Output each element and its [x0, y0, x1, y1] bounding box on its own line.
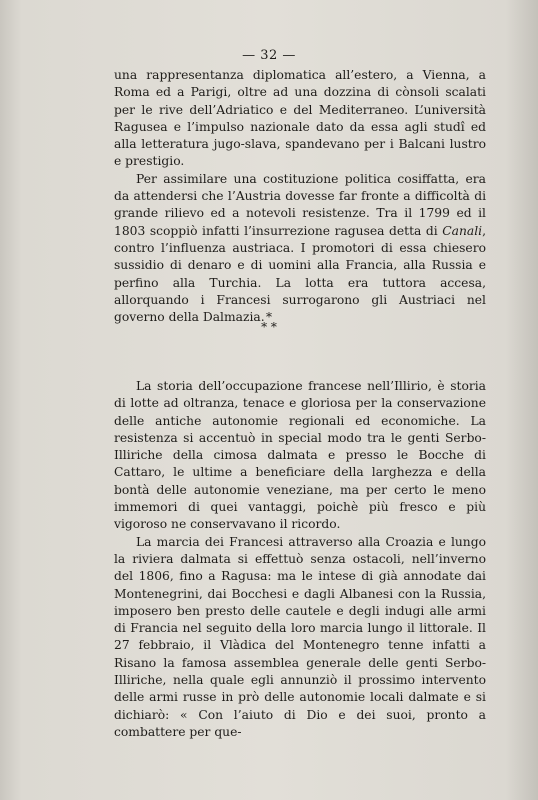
italic-term: Canali [442, 223, 483, 238]
paragraph-text: Per assimilare una costituzione politica cosiffatta, era da attendersi che l’Austria dovesse far fronte a difficoltà di grande rilievo ed a notevoli resistenze. Tra il 1799 ed il 1803 scoppiò infatti l’insurrezione ragusea detta di [114, 171, 486, 238]
paragraph [114, 171, 486, 327]
section-separator [0, 312, 538, 332]
text-section-2 [114, 378, 486, 741]
separator-top: * [266, 310, 272, 324]
separator-bottom: * * [261, 320, 277, 334]
paragraph: La marcia dei Francesi attraverso alla Croazia e lungo la riviera dalmata si effettuò senza ostacoli, nell’inverno del 1806, fino a Ragusa: ma le intese di già annodate dai Montenegrini, dai Bocchesi e dagli Albanesi con la Russia, imposero ben presto delle cautele e degli indugi alle armi di Francia nel seguito della loro marcia lungo il littorale. Il 27 febbraio, il Vlàdica del Montenegro tenne infatti a Risano la famosa assemblea generale delle genti Serbo-Illiriche, nella quale egli annunziò il prossimo intervento delle armi russe in prò delle autonomie locali dalmate e si dichiarò: « Con l’aiuto di Dio e dei suoi, pronto a combattere per que- [114, 534, 486, 739]
paragraph: una rappresentanza diplomatica all’estero, a Vienna, a Roma ed a Parigi, oltre ad una dozzina di cònsoli scalati per le rive dell’Adriatico e del Mediterraneo. L’università Ragusea e l’impulso nazionale dato da essa agli studî ed alla letteratura jugo-slava, spandevano per i Balcani lustro e prestigio. [114, 68, 486, 169]
text-section-1 [114, 67, 486, 326]
page-number: — 32 — [242, 48, 296, 63]
paragraph: La storia dell’occupazione francese nell’Illirio, è storia di lotte ad oltranza, tenace e gloriosa per la conservazione delle antiche autonomie regionali ed economiche. La resistenza si accentuò in special modo tra le genti Serbo-Illiriche della cimosa dalmata e presso le Bocche di Cattaro, le ultime a beneficiare della larghezza e della bontà delle autonomie veneziane, ma per certo le meno immemori di quei vantaggi, poichè più fresco e più vigoroso ne conservavano il ricordo. [114, 379, 486, 532]
paragraph-text: , contro l’influenza austriaca. I promotori di essa chiesero sussidio di denaro e di uomini alla Francia, alla Russia e perfino alla Turchia. La lotta era tuttora accesa, allorquando i Francesi surrogarono gli Austriaci nel governo della Dalmazia. [114, 223, 486, 325]
